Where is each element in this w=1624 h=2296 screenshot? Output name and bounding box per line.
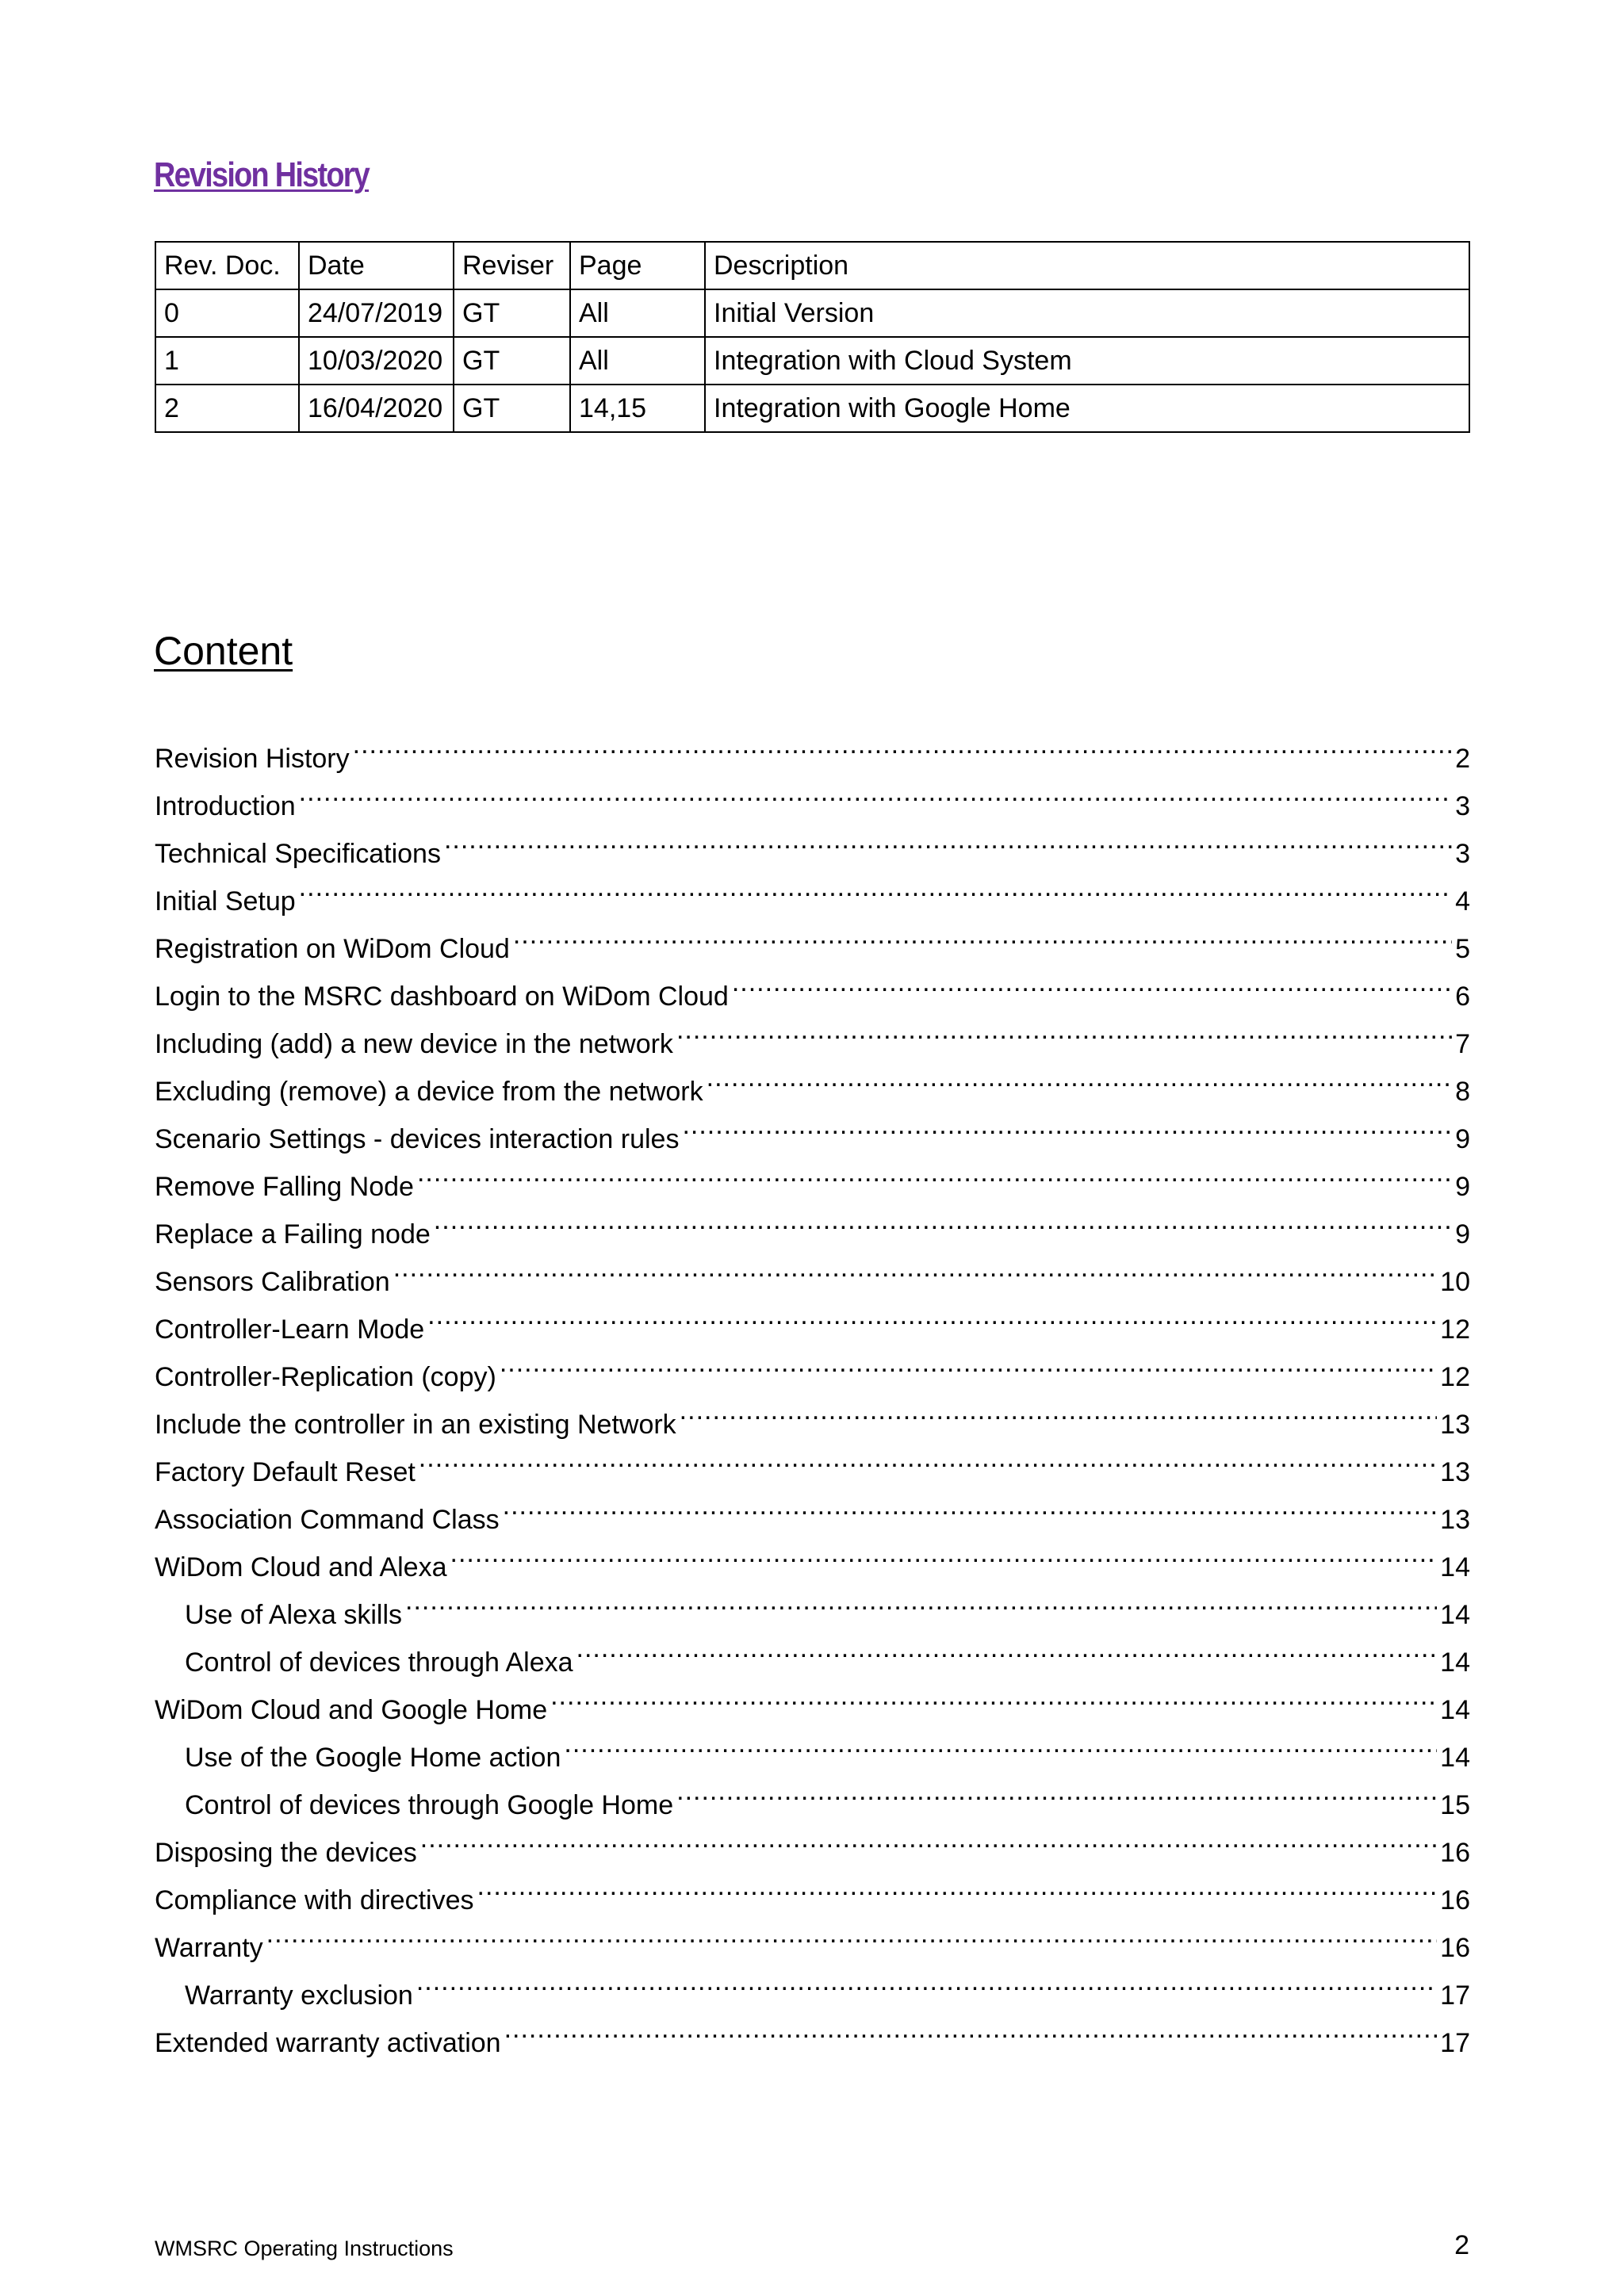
toc-leader-dots <box>393 1243 1437 1291</box>
toc-entry-page: 12 <box>1440 1362 1470 1392</box>
toc-entry-title: Login to the MSRC dashboard on WiDom Cloud <box>155 982 729 1012</box>
cell-rev-doc: 0 <box>155 289 299 337</box>
toc-entry-page: 14 <box>1440 1552 1470 1582</box>
toc-leader-dots <box>550 1671 1437 1719</box>
toc-leader-dots <box>676 1766 1437 1814</box>
toc-leader-dots <box>266 1909 1438 1957</box>
toc-entry-page: 8 <box>1455 1077 1470 1107</box>
toc-entry-page: 17 <box>1440 2028 1470 2058</box>
toc-leader-dots <box>513 910 1452 958</box>
cell-description: Integration with Google Home <box>705 385 1469 432</box>
toc-leader-dots <box>680 1386 1438 1433</box>
toc-entry-page: 13 <box>1440 1457 1470 1487</box>
toc-entry-page: 3 <box>1455 839 1470 869</box>
header-rev-doc: Rev. Doc. <box>155 242 299 289</box>
toc-leader-dots <box>419 1433 1437 1481</box>
cell-date: 16/04/2020 <box>299 385 454 432</box>
toc-entry-page: 14 <box>1440 1695 1470 1725</box>
toc-entry-page: 7 <box>1455 1029 1470 1059</box>
toc-entry-page: 12 <box>1440 1314 1470 1345</box>
toc-entry-page: 16 <box>1440 1885 1470 1915</box>
header-description: Description <box>705 242 1469 289</box>
toc-leader-dots <box>427 1291 1437 1338</box>
toc-entry-page: 14 <box>1440 1600 1470 1630</box>
cell-description: Initial Version <box>705 289 1469 337</box>
toc-entry-title: Technical Specifications <box>155 839 441 869</box>
header-reviser: Reviser <box>454 242 570 289</box>
toc-leader-dots <box>564 1719 1437 1766</box>
toc-entry-title: Warranty <box>155 1933 263 1963</box>
header-page: Page <box>570 242 705 289</box>
toc-entry-page: 9 <box>1455 1219 1470 1249</box>
toc-leader-dots <box>299 767 1452 815</box>
toc-entry-title: Association Command Class <box>155 1505 500 1535</box>
toc-leader-dots <box>676 1005 1452 1053</box>
cell-rev-doc: 2 <box>155 385 299 432</box>
toc-entry[interactable] <box>155 767 1470 821</box>
toc-entry-title: Compliance with directives <box>155 1885 474 1915</box>
cell-reviser: GT <box>454 289 570 337</box>
toc-entry-page: 15 <box>1440 1790 1470 1820</box>
toc-entry-title: Use of the Google Home action <box>185 1743 561 1773</box>
toc-entry-page: 2 <box>1455 744 1470 774</box>
toc-entry[interactable] <box>155 1909 1470 1963</box>
cell-reviser: GT <box>454 337 570 385</box>
toc-entry-title: Replace a Failing node <box>155 1219 431 1249</box>
revision-table-header-row <box>155 242 1469 289</box>
footer-document-name: WMSRC Operating Instructions <box>155 2237 454 2260</box>
toc-entry-page: 14 <box>1440 1647 1470 1678</box>
toc-entry-page: 3 <box>1455 791 1470 821</box>
toc-entry-page: 6 <box>1455 982 1470 1012</box>
cell-page: All <box>570 289 705 337</box>
toc-leader-dots <box>299 863 1452 910</box>
toc-leader-dots <box>405 1576 1437 1624</box>
toc-entry-title: WiDom Cloud and Alexa <box>155 1552 447 1582</box>
cell-date: 24/07/2019 <box>299 289 454 337</box>
toc-entry-title: Control of devices through Alexa <box>185 1647 573 1678</box>
toc-entry-title: Include the controller in an existing Network <box>155 1410 676 1440</box>
toc-entry-page: 16 <box>1440 1838 1470 1868</box>
toc-entry-title: Introduction <box>155 791 296 821</box>
toc-entry-title: Disposing the devices <box>155 1838 417 1868</box>
content-heading: Content <box>154 629 293 673</box>
toc-entry[interactable] <box>155 863 1470 916</box>
toc-leader-dots <box>417 1148 1452 1196</box>
toc-entry-page: 17 <box>1440 1980 1470 2011</box>
toc-leader-dots <box>450 1529 1438 1576</box>
table-row <box>155 337 1469 385</box>
toc-entry-title: Remove Falling Node <box>155 1172 414 1202</box>
header-date: Date <box>299 242 454 289</box>
toc-entry[interactable] <box>155 815 1470 869</box>
toc-entry-title: Use of Alexa skills <box>185 1600 402 1630</box>
footer-page-number: 2 <box>1454 2230 1469 2260</box>
toc-entry-page: 4 <box>1455 886 1470 916</box>
toc-entry-page: 9 <box>1455 1124 1470 1154</box>
toc-leader-dots <box>504 2004 1438 2052</box>
toc-entry-title: Sensors Calibration <box>155 1267 390 1297</box>
toc-entry-title: Warranty exclusion <box>185 1980 413 2011</box>
revision-history-heading: Revision History <box>154 155 370 194</box>
toc-entry-title: Initial Setup <box>155 886 296 916</box>
cell-date: 10/03/2020 <box>299 337 454 385</box>
toc-entry-title: Controller-Replication (copy) <box>155 1362 496 1392</box>
toc-leader-dots <box>444 815 1452 863</box>
toc-entry-title: Extended warranty activation <box>155 2028 501 2058</box>
toc-subentry[interactable] <box>155 1957 1470 2011</box>
toc-entry-title: Controller-Learn Mode <box>155 1314 425 1345</box>
table-row <box>155 289 1469 337</box>
toc-entry-title: Scenario Settings - devices interaction rules <box>155 1124 680 1154</box>
toc-entry-title: Revision History <box>155 744 350 774</box>
toc-entry-page: 5 <box>1455 934 1470 964</box>
toc-entry-page: 13 <box>1440 1410 1470 1440</box>
table-row <box>155 385 1469 432</box>
cell-page: 14,15 <box>570 385 705 432</box>
toc-entry-title: Including (add) a new device in the network <box>155 1029 673 1059</box>
toc-entry-page: 10 <box>1440 1267 1470 1297</box>
toc-entry-page: 16 <box>1440 1933 1470 1963</box>
toc-leader-dots <box>682 1100 1452 1148</box>
cell-description: Integration with Cloud System <box>705 337 1469 385</box>
toc-leader-dots <box>477 1862 1438 1909</box>
toc-leader-dots <box>353 720 1452 767</box>
cell-rev-doc: 1 <box>155 337 299 385</box>
toc-entry-title: Registration on WiDom Cloud <box>155 934 510 964</box>
toc-leader-dots <box>576 1624 1438 1671</box>
toc-entry[interactable] <box>155 910 1470 964</box>
toc-entry-page: 14 <box>1440 1743 1470 1773</box>
toc-leader-dots <box>434 1196 1452 1243</box>
toc-leader-dots <box>707 1053 1452 1100</box>
toc-leader-dots <box>420 1814 1437 1862</box>
table-of-contents <box>155 720 1471 2058</box>
cell-page: All <box>570 337 705 385</box>
toc-entry-title: WiDom Cloud and Google Home <box>155 1695 548 1725</box>
toc-entry[interactable] <box>155 720 1470 774</box>
toc-leader-dots <box>416 1957 1437 2004</box>
toc-entry-page: 13 <box>1440 1505 1470 1535</box>
toc-entry-title: Control of devices through Google Home <box>185 1790 674 1820</box>
toc-leader-dots <box>732 958 1452 1005</box>
toc-leader-dots <box>500 1338 1437 1386</box>
revision-history-table <box>155 241 1470 433</box>
toc-entry-title: Factory Default Reset <box>155 1457 416 1487</box>
cell-reviser: GT <box>454 385 570 432</box>
toc-entry-page: 9 <box>1455 1172 1470 1202</box>
toc-entry-title: Excluding (remove) a device from the network <box>155 1077 703 1107</box>
toc-leader-dots <box>503 1481 1438 1529</box>
